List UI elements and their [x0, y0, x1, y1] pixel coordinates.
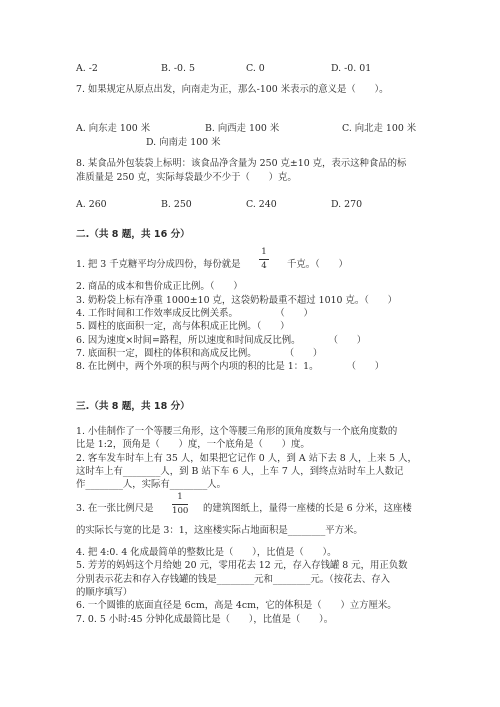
- fraction-numerator: 1: [177, 492, 183, 502]
- q6-option-c: C. 0: [246, 63, 265, 74]
- section-3-title: 三.（共 8 题，共 18 分）: [76, 401, 190, 412]
- s3-q7: 7. 0. 5 小时:45 分钟化成最简比是（ ），比值是（ ）。: [76, 614, 334, 625]
- s3-q2-line-2-prefix: 这时车上有________人，: [76, 466, 180, 477]
- s2-q6: 6. 因为速度×时间=路程，所以速度和时间成反比例。 （ ）: [76, 335, 367, 346]
- q7-option-b: B. 向西走 100 米: [205, 123, 280, 134]
- fraction-denominator: 4: [261, 261, 267, 271]
- s3-q1-line-2: 比是 1:2，顶角是（ ）度，一个底角是（ ）度。: [76, 439, 310, 450]
- q7-text: 7. 如果规定从原点出发，向南走为正，那么-100 米表示的意义是（ ）。: [76, 84, 389, 95]
- q8-option-c: C. 240: [246, 199, 277, 210]
- q8-option-a: A. 260: [76, 199, 107, 210]
- s3-q3-line-2: 的实际长与宽的比是 3：1，这座楼实际占地面积是________平方米。: [76, 525, 363, 536]
- section-2-title: 二.（共 8 题，共 16 分）: [76, 229, 190, 240]
- q7-option-a: A. 向东走 100 米: [76, 123, 151, 134]
- s2-q8: 8. 在比例中，两个外项的积与两个内项的积的比是 1：1。 （ ）: [76, 361, 385, 372]
- s3-q1-line-1: 1. 小佳制作了一个等腰三角形，这个等腰三角形的顶角度数与一个底角度数的: [76, 426, 398, 437]
- s3-q2-line-1: 2. 客车发车时车上有 35 人，如果把它记作 0 人，到 A 站下去 8 人，上来 5 人，: [76, 453, 417, 464]
- q6-option-a: A. -2: [76, 63, 98, 74]
- s3-q3-fraction: [172, 492, 188, 516]
- q7-option-d: D. 向南走 100 米: [146, 137, 221, 148]
- s3-q4: 4. 把 4:0. 4 化成最简单的整数比是（ ），比值是（ ）。: [76, 547, 337, 558]
- fraction-denominator: 100: [172, 506, 189, 516]
- q6-option-b: B. -0. 5: [161, 63, 195, 74]
- s2-q1-before: 1. 把 3 千克糖平均分成四份，每份就是: [76, 259, 241, 270]
- s2-q4: 4. 工作时间和工作效率成反比例关系。 （ ）: [76, 308, 313, 319]
- q8-option-b: B. 250: [161, 199, 192, 210]
- s3-q6: 6. 一个圆锥的底面直径是 6cm，高是 4cm，它的体积是（ ）立方厘米。: [76, 600, 397, 611]
- fraction-numerator: 1: [261, 247, 267, 257]
- s3-q5-line-3: 的顺序填写）: [76, 587, 133, 598]
- q8-line-1: 8. 某食品外包装袋上标明：该食品净含量为 250 克±10 克，表示这种食品的标: [76, 158, 407, 169]
- s2-q7: 7. 底面积一定，圆柱的体积和高成反比例。 （ ）: [76, 348, 323, 359]
- s2-q3: 3. 奶粉袋上标有净重 1000±10 克，这袋奶粉最重不超过 1010 克。（ ）: [76, 295, 398, 306]
- q7-option-c: C. 向北走 100 米: [342, 123, 417, 134]
- s3-q3-before: 3. 在一张比例尺是: [76, 503, 154, 514]
- s3-q5-line-2: 分别表示花去和存入存钱罐的钱是________元和________元。（按花去、存入: [76, 574, 391, 585]
- s3-q3-after: 的建筑图纸上，量得一座楼的长是 6 分米，这座楼: [203, 503, 412, 514]
- s3-q2-line-3: 作________人，实际有________人。: [76, 479, 227, 490]
- s3-q2-line-2: [76, 466, 403, 478]
- fraction-bar: [259, 259, 269, 260]
- s2-q1-after: 千克。（ ）: [287, 259, 348, 270]
- s3-q5-line-1: 5. 芳芳的妈妈这个月给她 20 元，零用花去 12 元，存入存钱罐 8 元，用正负数: [76, 560, 408, 571]
- fraction-bar: [172, 504, 188, 505]
- q6-option-d: D. -0. 01: [331, 63, 372, 74]
- s2-q2: 2. 商品的成本和售价成正比例。（ ）: [76, 281, 243, 292]
- q8-line-2: 准质量是 250 克，实际每袋最少不少于（ ）克。: [76, 172, 297, 183]
- q8-option-d: D. 270: [331, 199, 363, 210]
- s2-q1-fraction: [259, 247, 269, 271]
- s3-q2-line-2-rest: 到 B 站下车 6 人，上车 7 人，到终点站时车上人数记: [179, 466, 404, 477]
- s2-q5: 5. 圆柱的底面积一定，高与体积成正比例。（ ）: [76, 321, 290, 332]
